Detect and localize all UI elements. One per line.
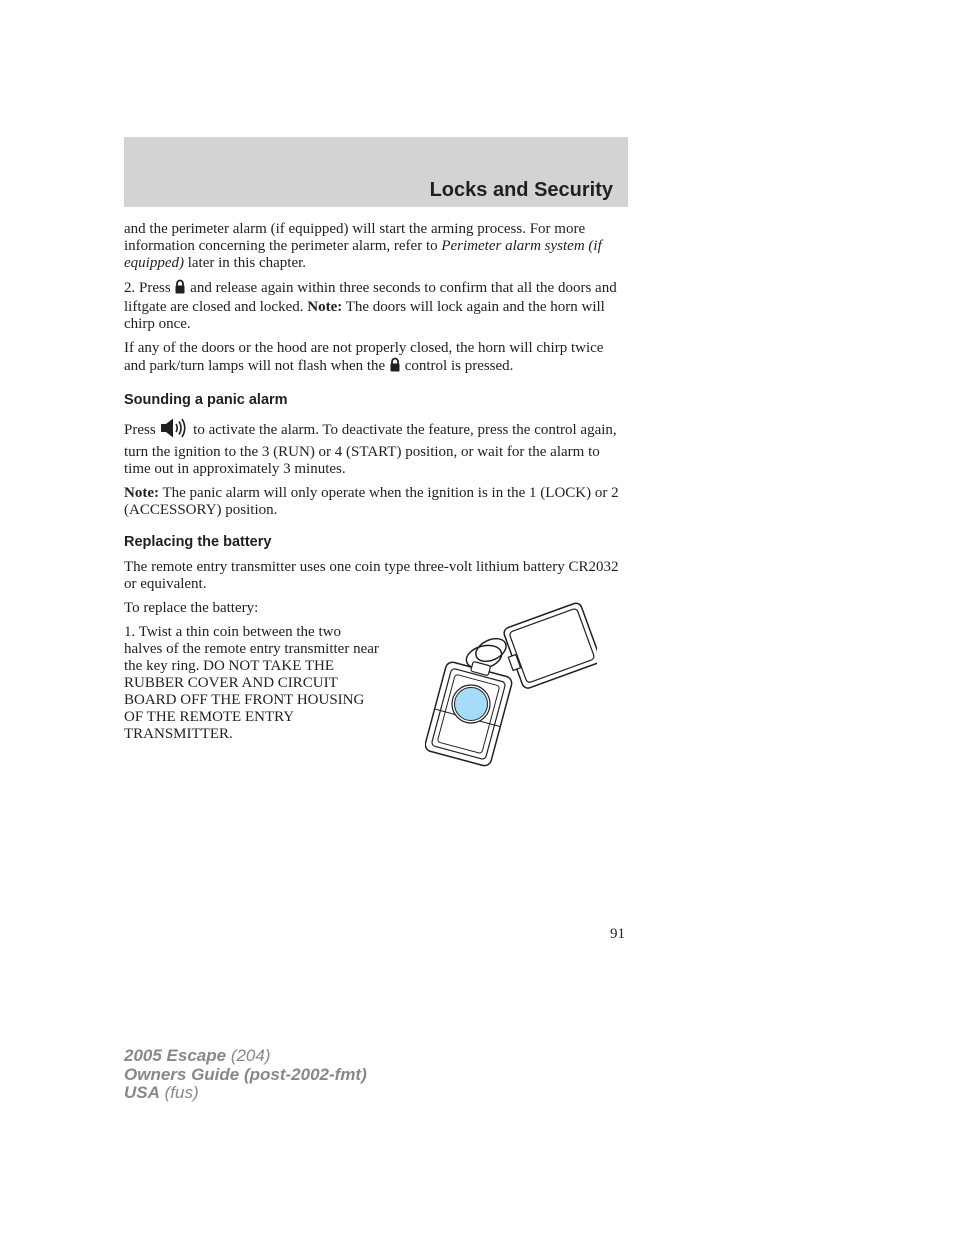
- improper-closure-paragraph: If any of the doors or the hood are not properly closed, the horn will chirp twice and park/turn lamps will not flash when the control is pressed.: [124, 340, 628, 377]
- perimeter-alarm-reference: Perimeter alarm system (if equipped): [124, 238, 602, 271]
- page-number: 91: [610, 926, 625, 942]
- battery-coin: [455, 688, 488, 721]
- replacing-battery-heading: Replacing the battery: [124, 534, 272, 550]
- battery-type-paragraph: The remote entry transmitter uses one coin type three-volt lithium battery CR2032 or equivalent.: [124, 559, 619, 592]
- remote-transmitter-illustration: [425, 602, 597, 768]
- note-label: Note:: [307, 299, 343, 315]
- note-label: Note:: [124, 485, 159, 501]
- horn-speaker-icon: [159, 417, 189, 444]
- footer-line-2: Owners Guide (post-2002-fmt): [124, 1064, 367, 1084]
- replace-intro-paragraph: To replace the battery:: [124, 600, 259, 616]
- footer-line-1: 2005 Escape (204): [124, 1046, 271, 1065]
- section-title: Locks and Security: [429, 179, 613, 201]
- section-header: [124, 137, 628, 207]
- lock-icon: [389, 357, 401, 377]
- panic-alarm-paragraph: Press to activate the alarm. To deactivate the feature, press the control again, turn the ignition to the 3 (RUN) or 4 (START) position, or wait for the alarm to time out in approximately 3 minutes.: [124, 417, 628, 478]
- document-footer: [124, 1047, 367, 1103]
- footer-line-3: USA (fus): [124, 1083, 199, 1102]
- step-1-paragraph: 1. Twist a thin coin between the two halves of the remote entry transmitter near the key ring. DO NOT TAKE THE RUBBER COVER AND CIRCUIT BOARD OFF THE FRONT HOUSING OF THE REMOTE ENTRY TRANSMITTER.: [124, 624, 379, 742]
- intro-paragraph: and the perimeter alarm (if equipped) will start the arming process. For more information concerning the perimeter alarm, refer to Perimeter alarm system (if equipped) later in this chapter.: [124, 221, 602, 271]
- step-2-paragraph: 2. Press and release again within three seconds to confirm that all the doors and liftgate are closed and locked. Note: The doors will lock again and the horn will chirp once.: [124, 280, 617, 332]
- lock-icon: [174, 279, 186, 299]
- panic-alarm-heading: Sounding a panic alarm: [124, 392, 288, 408]
- panic-note-paragraph: Note: The panic alarm will only operate when the ignition is in the 1 (LOCK) or 2 (ACCESSORY) position.: [124, 485, 619, 518]
